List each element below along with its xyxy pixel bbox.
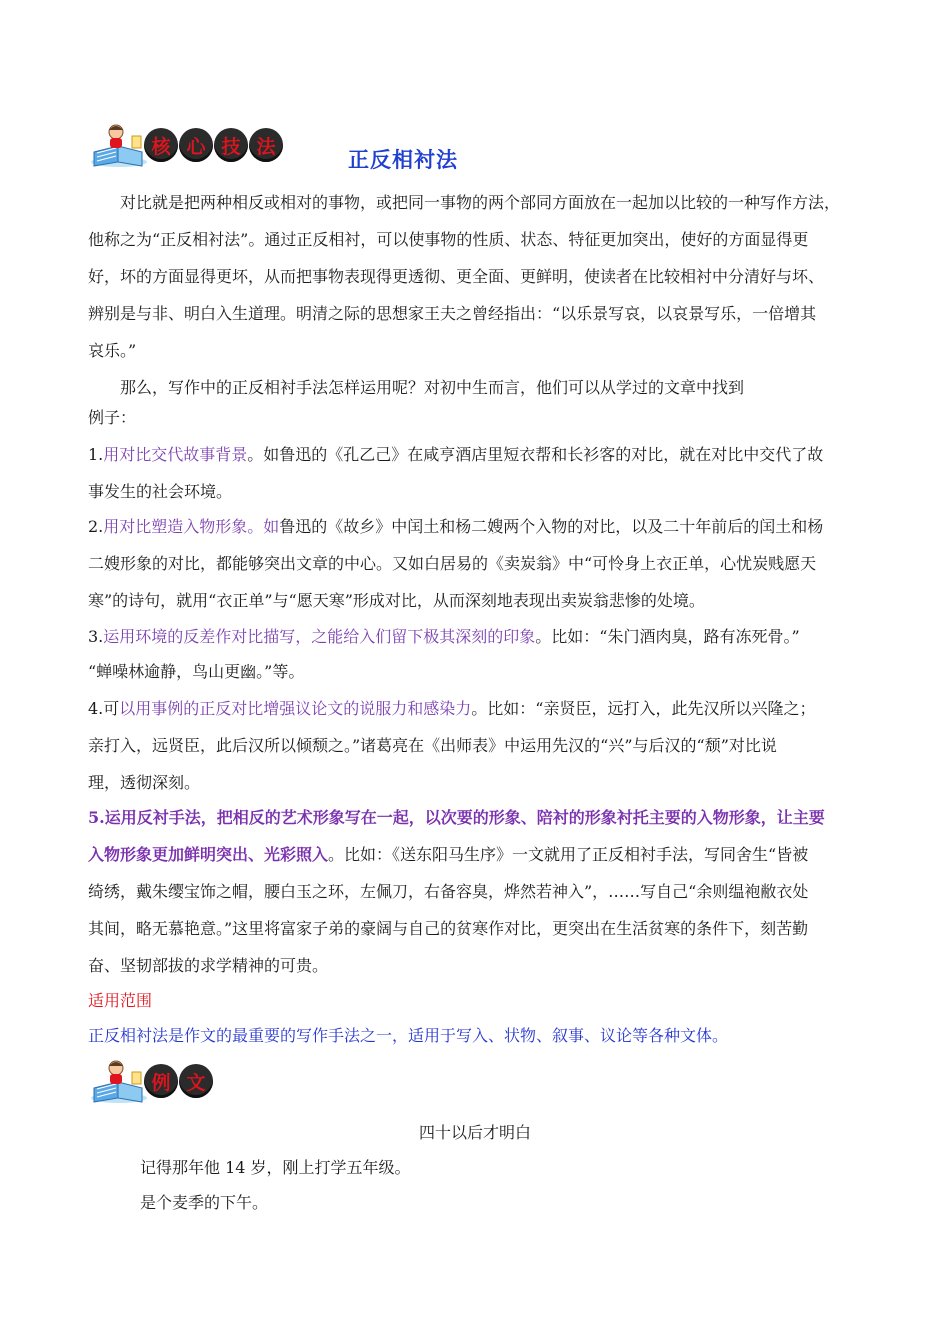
item-highlight: 用对比交代故事背景 — [103, 445, 248, 464]
item-3-line: “蝉噪林逾静，鸟山更幽。”等。 — [88, 662, 305, 681]
badge-char: 心 — [179, 128, 213, 162]
item-number: 2. — [88, 517, 104, 536]
item-2-line: 寒”的诗句，就用“衣正单”与“愿天寒”形成对比，从而深刻地表现出卖炭翁悲惨的处境。 — [88, 591, 705, 610]
reading-person-icon — [88, 122, 150, 168]
item-4-line: 理，透彻深刻。 — [88, 773, 201, 792]
item-text: 。比如：《送东阳马生序》一文就用了正反相衬手法，写同舍生“皆被 — [328, 845, 809, 864]
reading-person-icon — [88, 1058, 150, 1104]
item-text: 。比如：“朱门酒肉臭，路有冻死骨。” — [535, 627, 800, 646]
badge-char: 例 — [144, 1064, 178, 1098]
example-line: 记得那年他 14 岁，刚上打学五年级。 — [140, 1158, 411, 1177]
item-highlight: 以用事例的正反对比增强议论文的说服力和感染力 — [119, 699, 472, 718]
item-text: 。比如：“亲贤臣，远打入，此先汉所以兴隆之； — [471, 699, 816, 718]
core-technique-header — [88, 122, 284, 168]
item-5-line: 绮绣，戴朱缨宝饰之帽，腰白玉之环，左佩刀，右备容臭，烨然若神入”，……写自己“余则缊袍敝衣处 — [88, 882, 809, 901]
item-5-line: 奋、坚韧部拔的求学精神的可贵。 — [88, 956, 329, 975]
intro-line: 辨别是与非、明白入生道理。明清之际的思想家王夫之曾经指出：“以乐景写哀，以哀景写乐，一倍增其 — [88, 304, 817, 323]
item-highlight: 入物形象更加鲜明突出、光彩照入 — [88, 845, 329, 864]
example-header — [88, 1058, 214, 1104]
example-line: 是个麦季的下午。 — [140, 1193, 269, 1212]
example-badges — [144, 1064, 214, 1098]
badge-char: 核 — [144, 128, 178, 162]
item-highlight: 用对比塑造入物形象。如 — [103, 517, 280, 536]
item-4-line — [88, 699, 863, 719]
page-title: 正反相衬法 — [348, 148, 458, 172]
intro-line: 好，坏的方面显得更坏，从而把事物表现得更透彻、更全面、更鲜明，使读者在比较相衬中分清好与坏、 — [88, 267, 825, 286]
item-number: 4.可 — [88, 699, 120, 718]
core-technique-badges — [144, 128, 284, 162]
item-2-line — [88, 517, 863, 537]
badge-char: 法 — [249, 128, 283, 162]
item-2-line: 二嫂形象的对比，都能够突出文章的中心。又如白居易的《卖炭翁》中“可怜身上衣正单，心忧炭贱愿天 — [88, 554, 817, 573]
item-5-line: 其间，略无慕艳意。”这里将富家子弟的豪阔与自己的贫寒作对比，更突出在生活贫寒的条件下，刻苦勤 — [88, 919, 809, 938]
item-number: 1. — [88, 445, 104, 464]
item-text: 鲁迅的《故乡》中闰土和杨二嫂两个入物的对比，以及二十年前后的闰土和杨 — [279, 517, 824, 536]
item-highlight: 运用环境的反差作对比描写，之能给入们留下极其深刻的印象 — [103, 627, 536, 646]
scope-text: 正反相衬法是作文的最重要的写作手法之一，适用于写入、状物、叙事、议论等各种文体。 — [88, 1026, 729, 1045]
badge-char: 文 — [179, 1064, 213, 1098]
intro-line: 哀乐。” — [88, 341, 137, 360]
intro-line: 对比就是把两种相反或相对的事物，或把同一事物的两个部同方面放在一起加以比较的一种写作方法， — [120, 193, 841, 212]
item-5-line — [88, 845, 863, 865]
item-text: 。如鲁迅的《孔乙己》在咸亨酒店里短衣帮和长衫客的对比，就在对比中交代了故 — [247, 445, 824, 464]
item-number: 3. — [88, 627, 104, 646]
intro-line: 他称之为“正反相衬法”。通过正反相衬，可以使事物的性质、状态、特征更加突出，使好的方面显得更 — [88, 230, 809, 249]
intro-line: 例子： — [88, 408, 137, 427]
item-4-line: 亲打入，远贤臣，此后汉所以倾颓之。”诸葛亮在《出师表》中运用先汉的“兴”与后汉的“颓”对比说 — [88, 736, 777, 755]
intro-line: 那么，写作中的正反相衬手法怎样运用呢？对初中生而言，他们可以从学过的文章中找到 — [120, 378, 745, 397]
scope-heading: 适用范围 — [88, 991, 153, 1010]
example-title: 四十以后才明白 — [418, 1123, 531, 1142]
badge-char: 技 — [214, 128, 248, 162]
item-3-line — [88, 627, 863, 647]
item-5-line: 5.运用反衬手法，把相反的艺术形象写在一起，以次要的形象、陪衬的形象衬托主要的入物形象，让主要 — [88, 808, 825, 827]
item-1-line — [88, 445, 863, 465]
item-1-line: 事发生的社会环境。 — [88, 482, 233, 501]
